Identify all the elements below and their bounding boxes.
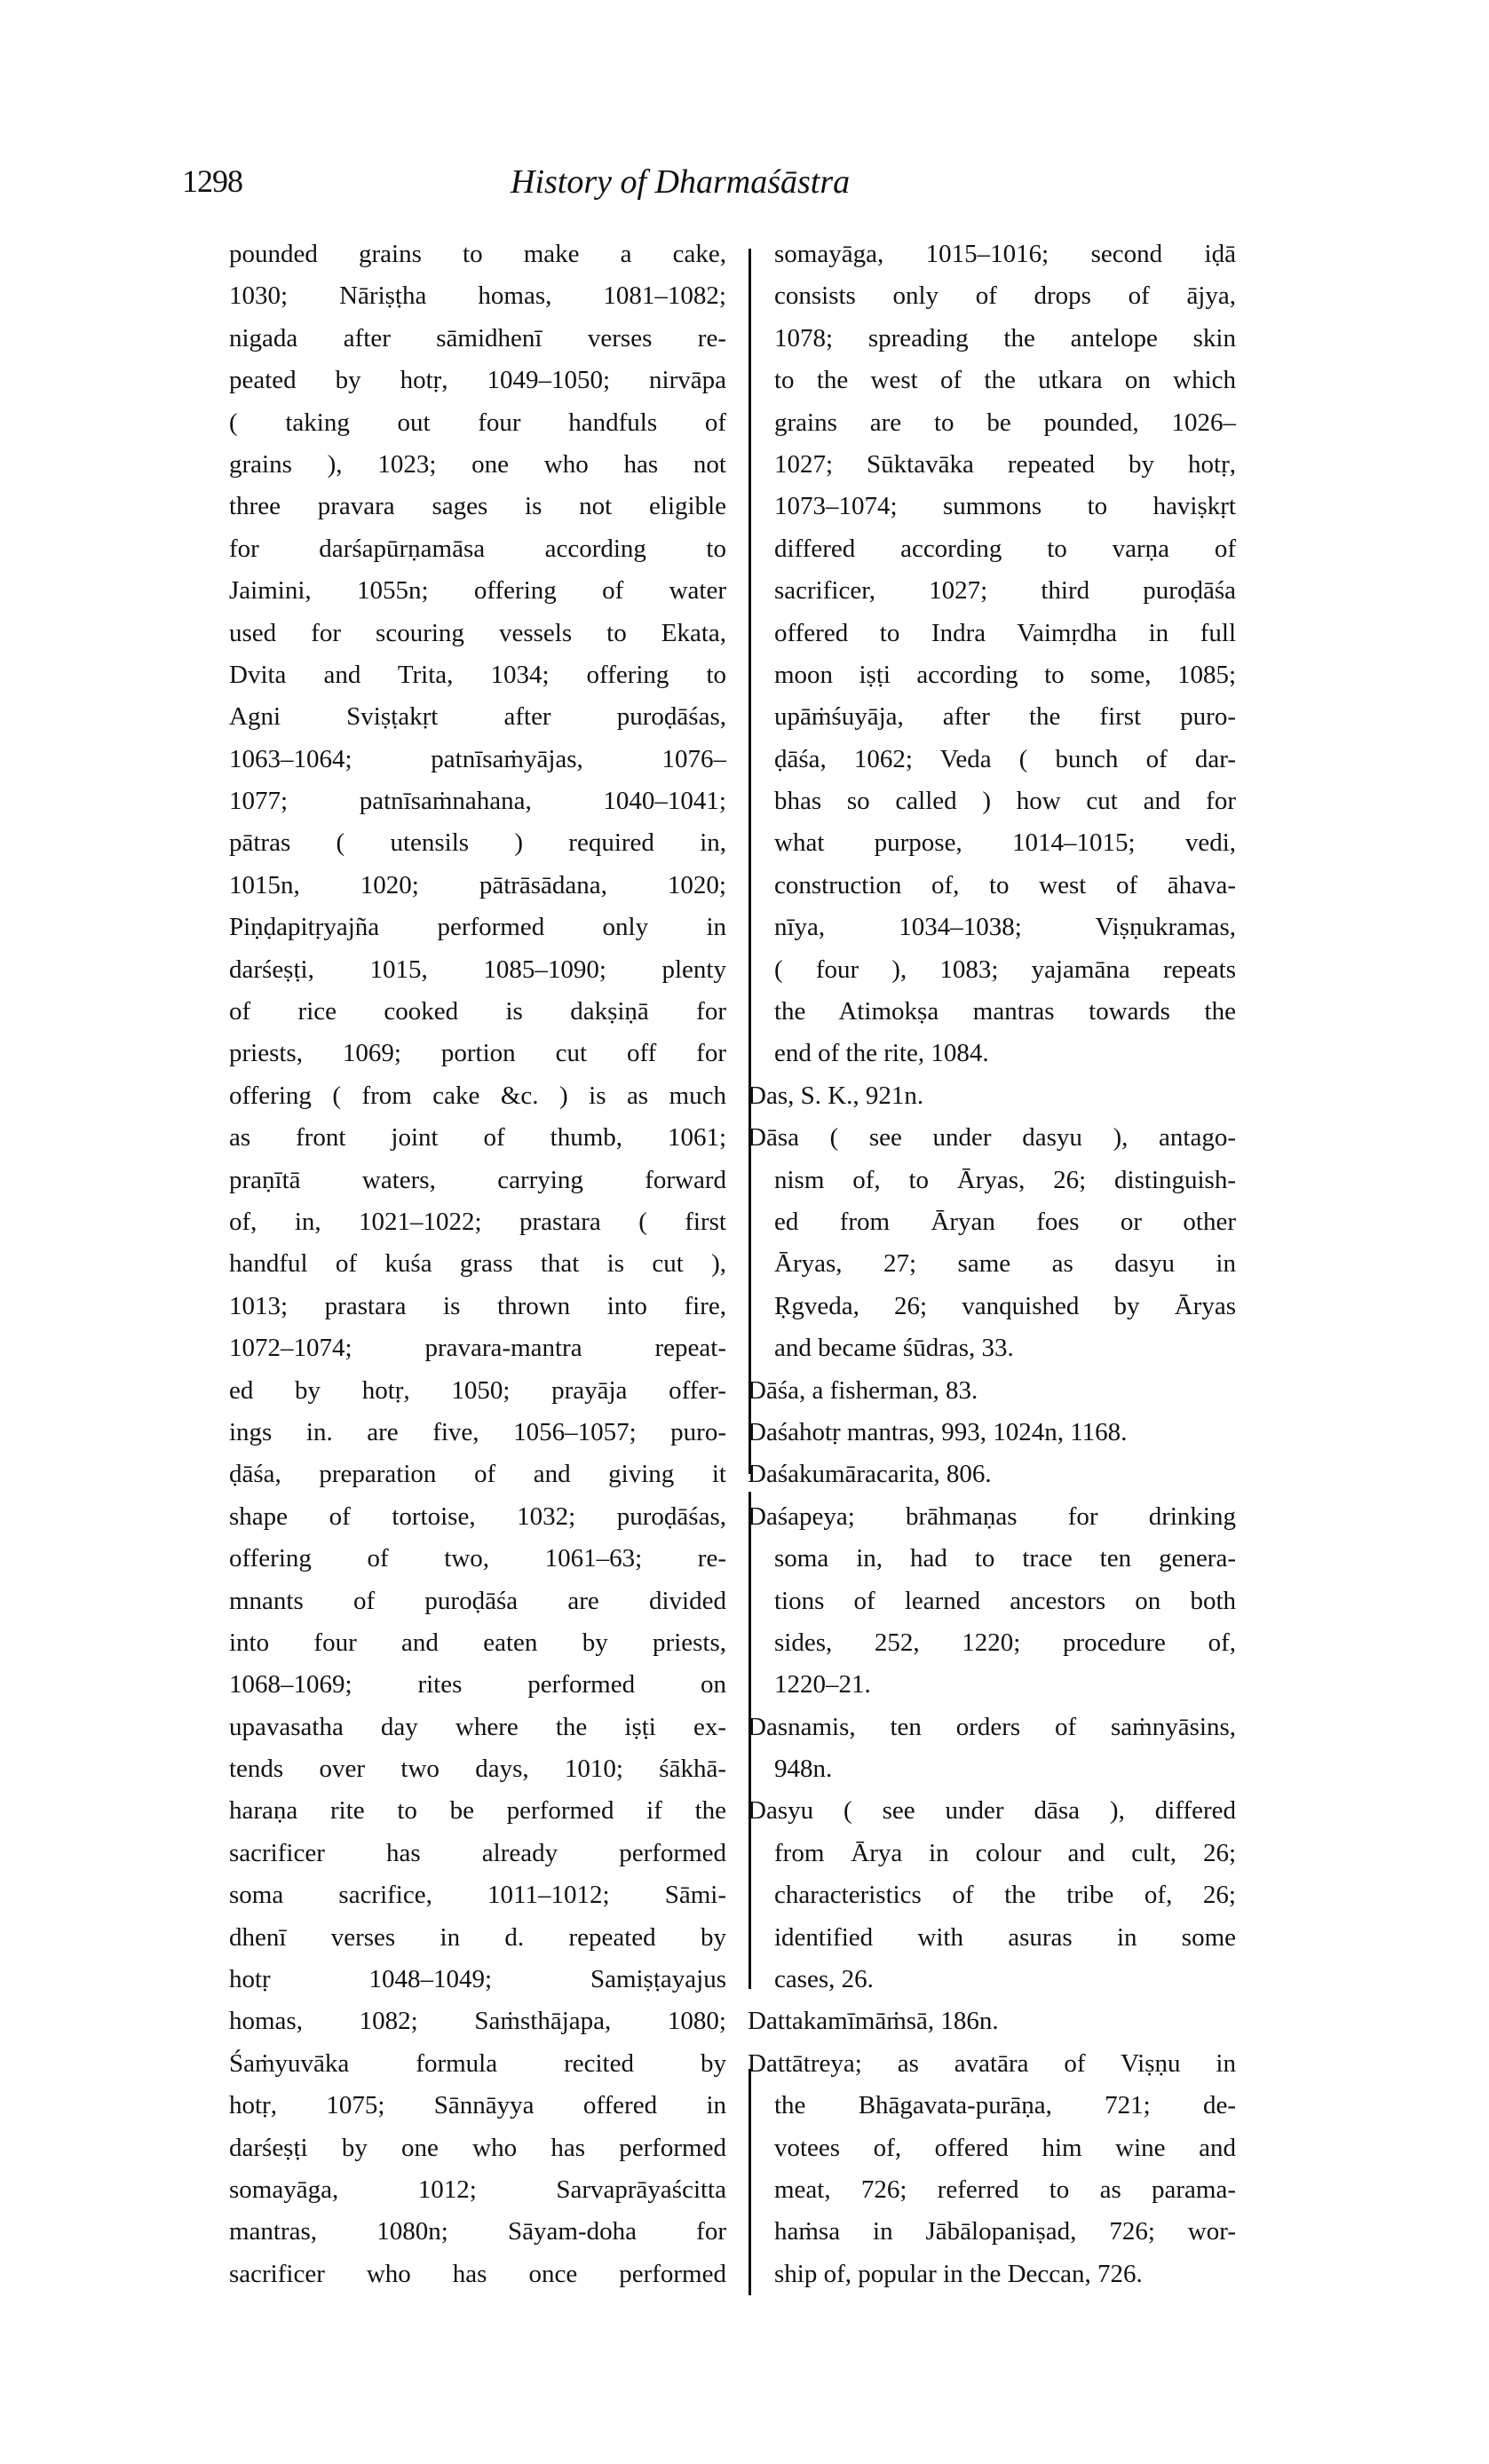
index-line: sacrificer has already performed (229, 1838, 726, 1867)
index-line: pounded grains to make a cake, (229, 240, 726, 268)
page-header (182, 162, 981, 207)
index-line: soma in, had to trace ten genera- (774, 1544, 1236, 1573)
index-line: 1077; patnīsaṁnahana, 1040–1041; (229, 787, 726, 816)
index-line: Dattātreya; as avatāra of Viṣṇu in (748, 2048, 1236, 2078)
index-line: haṁsa in Jābālopaniṣad, 726; wor- (774, 2217, 1236, 2246)
index-column-left (229, 234, 726, 2295)
index-line: identified with asuras in some (774, 1922, 1236, 1952)
index-line: soma sacrifice, 1011–1012; Sāmi- (229, 1881, 726, 1910)
index-entry (748, 1075, 1236, 1117)
index-line: tends over two days, 1010; śākhā- (229, 1755, 726, 1784)
index-line: ed by hotṛ, 1050; prayāja offer- (229, 1375, 726, 1405)
index-line: handful of kuśa grass that is cut ), (229, 1249, 726, 1279)
index-line: offering of two, 1061–63; re- (229, 1544, 726, 1573)
index-line: 1073–1074; summons to haviṣkṛt (774, 492, 1236, 521)
page-number: 1298 (182, 163, 242, 199)
index-line: bhas so called ) how cut and for (774, 787, 1236, 816)
running-title: History of Dharmaśāstra (511, 163, 851, 201)
index-line: 1027; Sūktavāka repeated by hotṛ, (774, 449, 1236, 479)
index-line: shape of tortoise, 1032; puroḍāśas, (229, 1501, 726, 1531)
index-line: hotṛ, 1075; Sānnāyya offered in (229, 2091, 726, 2120)
index-line: as front joint of thumb, 1061; (229, 1123, 726, 1153)
index-line: the Bhāgavata-purāṇa, 721; de- (774, 2091, 1236, 2120)
index-line: nīya, 1034–1038; Viṣṇukramas, (774, 913, 1236, 942)
index-line: 948n. (774, 1755, 833, 1784)
index-line: ( four ), 1083; yajamāna repeats (774, 955, 1236, 984)
index-line: Daśakumāracarita, 806. (748, 1460, 992, 1489)
index-line: Ṛgveda, 26; vanquished by Āryas (774, 1291, 1236, 1320)
index-line: nigada after sāmidhenī verses re- (229, 323, 726, 353)
index-entry (748, 1790, 1236, 2001)
index-line: Jaimini, 1055n; offering of water (229, 576, 726, 606)
index-line: upāṁśuyāja, after the first puro- (774, 702, 1236, 732)
index-entry (748, 1370, 1236, 1412)
index-line: 1078; spreading the antelope skin (774, 323, 1236, 353)
index-line: sides, 252, 1220; procedure of, (774, 1628, 1236, 1657)
index-line: hotṛ 1048–1049; Samiṣṭayajus (229, 1965, 726, 1994)
index-line: 1072–1074; pravara-mantra repeat- (229, 1334, 726, 1363)
index-line: Agni Sviṣṭakṛt after puroḍāśas, (229, 702, 726, 732)
index-line: what purpose, 1014–1015; vedi, (774, 828, 1236, 858)
index-line: 1030; Nāriṣṭha homas, 1081–1082; (229, 281, 726, 311)
index-line: moon iṣṭi according to some, 1085; (774, 660, 1236, 689)
index-line: pātras ( utensils ) required in, (229, 828, 726, 858)
index-line: from Ārya in colour and cult, 26; (774, 1838, 1236, 1867)
index-line: 1063–1064; patnīsaṁyājas, 1076– (229, 744, 726, 773)
index-line: to the west of the utkara on which (774, 366, 1236, 395)
index-line: peated by hotṛ, 1049–1050; nirvāpa (229, 366, 726, 395)
index-line: offered to Indra Vaimṛdha in full (774, 618, 1236, 647)
index-line: dhenī verses in d. repeated by (229, 1922, 726, 1952)
index-line: Daśapeya; brāhmaṇas for drinking (748, 1501, 1236, 1531)
index-line: tions of learned ancestors on both (774, 1586, 1236, 1615)
index-line: sacrificer, 1027; third puroḍāśa (774, 576, 1236, 606)
index-line: grains ), 1023; one who has not (229, 449, 726, 479)
continued-entry (774, 234, 1236, 1075)
index-line: darśeṣṭi, 1015, 1085–1090; plenty (229, 955, 726, 984)
index-entry (748, 2043, 1236, 2295)
index-line: into four and eaten by priests, (229, 1628, 726, 1657)
index-entry (748, 1117, 1236, 1369)
index-entry (748, 1707, 1236, 1791)
index-line: somayāga, 1015–1016; second iḍā (774, 240, 1236, 268)
index-line: of rice cooked is dakṣiṇā for (229, 997, 726, 1026)
index-entry (748, 1454, 1236, 1495)
index-line: used for scouring vessels to Ekata, (229, 618, 726, 647)
index-line: 1015n, 1020; pātrāsādana, 1020; (229, 870, 726, 899)
index-line: cases, 26. (774, 1965, 874, 1994)
index-line: Āryas, 27; same as dasyu in (774, 1249, 1236, 1279)
index-line: ings in. are five, 1056–1057; puro- (229, 1417, 726, 1446)
index-line: offering ( from cake &c. ) is as much (229, 1081, 726, 1110)
index-line: grains are to be pounded, 1026– (774, 408, 1236, 437)
index-line: haraṇa rite to be performed if the (229, 1796, 726, 1826)
index-line: Piṇḍapitṛyajña performed only in (229, 913, 726, 942)
index-line: characteristics of the tribe of, 26; (774, 1881, 1236, 1910)
index-line: Dasyu ( see under dāsa ), differed (748, 1796, 1236, 1826)
index-line: 1220–21. (774, 1670, 871, 1699)
index-line: three pravara sages is not eligible (229, 492, 726, 521)
index-column-right (748, 234, 1236, 2295)
index-line: consists only of drops of ājya, (774, 281, 1236, 311)
index-line: priests, 1069; portion cut off for (229, 1039, 726, 1068)
index-line: end of the rite, 1084. (774, 1039, 989, 1068)
index-line: votees of, offered him wine and (774, 2133, 1236, 2162)
index-line: darśeṣṭi by one who has performed (229, 2133, 726, 2162)
index-line: ḍāśa, 1062; Veda ( bunch of dar- (774, 744, 1236, 773)
index-line: meat, 726; referred to as parama- (774, 2175, 1236, 2204)
index-line: homas, 1082; Saṁsthājapa, 1080; (229, 2007, 726, 2036)
index-line: mantras, 1080n; Sāyam-doha for (229, 2217, 726, 2246)
index-entry (748, 1496, 1236, 1707)
index-line: ( taking out four handfuls of (229, 408, 726, 437)
index-line: somayāga, 1012; Sarvaprāyaścitta (229, 2175, 726, 2204)
index-line: Dattakamīmāṁsā, 186n. (748, 2007, 999, 2036)
index-entry (748, 2001, 1236, 2042)
index-line: nism of, to Āryas, 26; distinguish- (774, 1165, 1236, 1194)
index-line: mnants of puroḍāśa are divided (229, 1586, 726, 1615)
index-line: Dasnamis, ten orders of saṁnyāsins, (748, 1712, 1236, 1741)
index-line: 1013; prastara is thrown into fire, (229, 1291, 726, 1320)
index-line: ḍāśa, preparation of and giving it (229, 1460, 726, 1489)
index-line: praṇītā waters, carrying forward (229, 1165, 726, 1194)
index-line: and became śūdras, 33. (774, 1334, 1014, 1363)
index-line: Śaṁyuvāka formula recited by (229, 2048, 726, 2078)
index-line: ed from Āryan foes or other (774, 1207, 1236, 1236)
index-line: for darśapūrṇamāsa according to (229, 534, 726, 563)
index-line: ship of, popular in the Deccan, 726. (774, 2259, 1143, 2288)
index-line: sacrificer who has once performed (229, 2259, 726, 2288)
index-line: construction of, to west of āhava- (774, 870, 1236, 899)
index-line: Das, S. K., 921n. (748, 1081, 924, 1110)
index-line: the Atimokṣa mantras towards the (774, 997, 1236, 1026)
index-line: of, in, 1021–1022; prastara ( first (229, 1207, 726, 1236)
index-line: Dāśa, a fisherman, 83. (748, 1375, 978, 1405)
index-line: 1068–1069; rites performed on (229, 1670, 726, 1699)
index-line: Dvita and Trita, 1034; offering to (229, 660, 726, 689)
index-entry (748, 1412, 1236, 1454)
index-line: differed according to varṇa of (774, 534, 1236, 563)
index-line: upavasatha day where the iṣṭi ex- (229, 1712, 726, 1741)
index-line: Daśahotṛ mantras, 993, 1024n, 1168. (748, 1417, 1128, 1446)
index-line: Dāsa ( see under dasyu ), antago- (748, 1123, 1236, 1153)
